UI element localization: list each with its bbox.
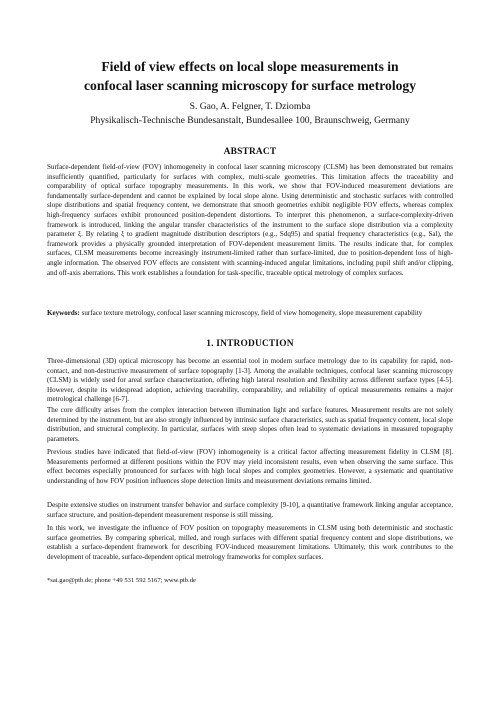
- intro-paragraph-5: In this work, we investigate the influence of FOV position on topography measurements in CLSM using both deterministic and stochastic surface geometries. By comparing spherical, milled, and rough surfaces with different spatial frequency content and slope distributions, we establish a surface-dependent framework for describing FOV-induced measurement limitations. Ultimately, this work contributes to the development of traceable, surface-dependent optical metrology frameworks for complex surfaces.: [47, 524, 453, 561]
- intro-paragraph-4: Despite extensive studies on instrument transfer behavior and surface complexity [9-10], a quantitative framework linking angular acceptance, surface structure, and position-dependent measurement response is still missing.: [47, 501, 453, 519]
- intro-paragraph-1: Three-dimensional (3D) optical microscopy has become an essential tool in modern surface metrology due to its capability for rapid, non-contact, and non-destructive measurement of surface topography [1-3]. Among the available techniques, confocal laser scanning microscopy (CLSM) is widely used for areal surface characterization, offering high lateral resolution and flexibility across different surface types [4-5]. However, despite its widespread adoption, achieving traceability, comparability, and reliability of optical measurements remains a major metrological challenge [6-7].: [47, 357, 453, 404]
- intro-paragraph-3: Previous studies have indicated that field-of-view (FOV) inhomogeneity is a critical factor affecting measurement fidelity in CLSM [8]. Measurements performed at different positions within the FOV may yield inconsistent results, even when observing the same surface. This effect becomes especially pronounced for surfaces with high local slopes and complex geometries. However, a systematic and quantitative understanding of how FOV position influences slope detection limits and measurement deviations remains limited.: [47, 448, 453, 485]
- title-line-1: Field of view effects on local slope measurements in: [101, 59, 399, 74]
- keywords-label: Keywords:: [47, 309, 80, 317]
- abstract-text: Surface-dependent field-of-view (FOV) inhomogeneity in confocal laser scanning microscopy (CLSM) has been demonstrated but remains insufficiently quantified, particularly for surfaces with complex, multi-scale geometries. This limitation affects the traceability and comparability of optical surface topography measurements. In this work, we show that FOV-induced measurement deviations are fundamentally surface-dependent and cannot be explained by local slope alone. Using deterministic and stochastic surfaces with controlled slope distributions and spatial frequency content, we demonstrate that smooth geometries exhibit negligible FOV effects, whereas complex high-frequency surfaces exhibit pronounced position-dependent distortions. To interpret this phenomenon, a surface-complexity-driven framework is introduced, linking the angular transfer characteristics of the instrument to the surface slope distribution via a complexity parameter ξ. By relating ξ to gradient magnitude distribution descriptors (e.g., Sdq95) and spatial frequency characteristics (e.g., Sal), the framework provides a physically grounded interpretation of FOV-dependent measurement limits. The results indicate that, for complex surfaces, CLSM measurements become increasingly instrument-limited rather than surface-limited, due to position-dependent loss of high-angle information. The observed FOV effects are consistent with scanning-induced angular limitations, including pupil shift and/or clipping, and off-axis aberrations. This work establishes a foundation for task-specific, traceable optical metrology of complex surfaces.: [47, 163, 453, 277]
- footnote: *sai.gao@ptb.de; phone +49 531 592 5167; www.ptb.de: [47, 577, 196, 584]
- section-1-heading: 1. INTRODUCTION: [206, 339, 294, 349]
- keywords: [47, 309, 453, 319]
- keywords-text: surface texture metrology, confocal laser scanning microscopy, field of view homogeneity, slope measurement capability: [81, 309, 423, 317]
- paper-title: [40, 57, 460, 95]
- affiliation: Physikalisch-Technische Bundesanstalt, Bundesallee 100, Braunschweig, Germany: [90, 115, 410, 126]
- abstract-heading: ABSTRACT: [223, 147, 277, 157]
- intro-paragraph-2: The core difficulty arises from the complex interaction between illumination light and surface features. Measurement results are not solely determined by the instrument, but are also strongly influenced by intrinsic surface characteristics, such as spatial frequency content, local slope distribution, and structural complexity. In particular, surfaces with steep slopes often lead to systematic deviations in measured topography parameters.: [47, 406, 453, 443]
- author-list: S. Gao, A. Felgner, T. Dziomba: [189, 101, 311, 112]
- title-line-2: confocal laser scanning microscopy for surface metrology: [84, 78, 416, 93]
